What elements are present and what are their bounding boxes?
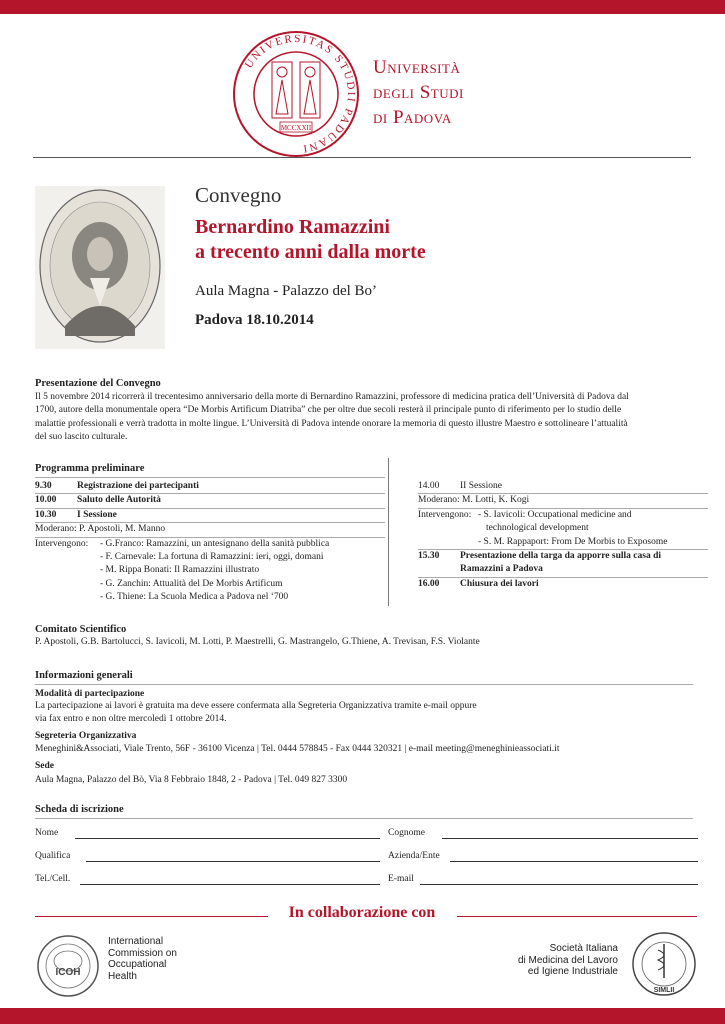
speaker: technological development xyxy=(486,523,589,534)
event-venue: Aula Magna - Palazzo del Bo’ xyxy=(195,283,378,299)
programme-item: 10.00 Saluto delle Autorità xyxy=(35,494,385,508)
programme-morning xyxy=(35,480,385,605)
top-color-bar xyxy=(0,0,725,14)
qualifica-input-line[interactable] xyxy=(86,861,380,862)
speaker: - G. Thiene: La Scuola Medica a Padova nel ‘700 xyxy=(100,592,289,603)
svg-text:SIMLII: SIMLII xyxy=(653,987,675,994)
header-divider xyxy=(33,157,691,158)
programme-item: 10.30 I Sessione xyxy=(35,509,385,523)
speaker: - S. M. Rappaport: From De Morbis to Exposome xyxy=(418,536,708,550)
venue-heading: Sede xyxy=(35,761,54,771)
icoh-logo-icon xyxy=(35,933,101,999)
programme-column-divider xyxy=(388,458,389,606)
committee-heading: Comitato Scientifico xyxy=(35,624,127,635)
secretariat-heading: Segreteria Organizzativa xyxy=(35,731,137,741)
programme-item: Ramazzini a Padova xyxy=(418,563,708,577)
nome-input-line[interactable] xyxy=(75,838,380,839)
info-heading: Informazioni generali xyxy=(35,670,133,681)
presentation-text: Il 5 novembre 2014 ricorrerà il trecentesimo anniversario della morte di Bernardino Ramazzini, professore di medicina pratica dell’Università di Padova dal 1700, autore della monumentale opera “De Morbis Artificum Diatriba” che per oltre due secoli resterà il principale punto di riferimento per lo studio delle malattie professionali e verrà tradotta in molte lingue. L’Università di Padova intende onorare la memoria di questo illustre Maestro e sottolineare l’attualità del suo lascito culturale. xyxy=(35,392,629,443)
simlii-logo-icon xyxy=(630,930,698,998)
programme-item: 14.00 II Sessione xyxy=(418,480,708,494)
field-label-tel: Tel./Cell. xyxy=(35,874,71,884)
programme-heading: Programma preliminare xyxy=(35,463,145,474)
speaker: - M. Rippa Bonati: Il Ramazzini illustrato xyxy=(100,565,260,576)
collaboration-heading: In collaborazione con xyxy=(288,904,436,921)
programme-item: 15.30 Presentazione della targa da apporre sulla casa di xyxy=(418,551,661,562)
registration-heading: Scheda di iscrizione xyxy=(35,804,124,815)
bottom-color-bar xyxy=(0,1008,725,1024)
svg-text:UNIVERSITAS STUDII PADUANI: UNIVERSITAS STUDII PADUANI xyxy=(242,32,358,155)
programme-divider xyxy=(35,477,385,478)
programme-afternoon xyxy=(418,480,708,591)
venue-address: Aula Magna, Palazzo del Bò, Via 8 Febbraio 1848, 2 - Padova | Tel. 049 827 3300 xyxy=(35,775,348,785)
speakers-row: Intervengono: - G.Franco: Ramazzini, un antesignano della sanità pubblica xyxy=(35,538,330,549)
moderators: Moderano: P. Apostoli, M. Manno xyxy=(35,523,385,537)
registration-divider xyxy=(35,818,693,819)
moderators: Moderano: M. Lotti, K. Kogi xyxy=(418,494,708,508)
programme-item: 16.00 Chiusura dei lavori xyxy=(418,578,539,589)
field-label-cognome: Cognome xyxy=(388,828,425,838)
ramazzini-portrait-image xyxy=(35,186,165,349)
university-name: Università degli Studi di Padova xyxy=(373,57,464,128)
event-label: Convegno xyxy=(195,183,282,207)
committee-members: P. Apostoli, G.B. Bartolucci, S. Iavicoli, M. Lotti, P. Maestrelli, G. Mastrangelo, G.Thiene, A. Trevisan, F.S. Violante xyxy=(35,637,480,647)
field-label-qualifica: Qualifica xyxy=(35,851,71,861)
field-label-email: E-mail xyxy=(388,874,414,884)
speaker: - G. Zanchin: Attualità del De Morbis Artificum xyxy=(100,578,283,589)
azienda-input-line[interactable] xyxy=(450,861,698,862)
secretariat-text: Meneghini&Associati, Viale Trento, 56F - 36100 Vicenza | Tel. 0444 578845 - Fax 0444 320321 | e-mail meeting@meneghinieassociati.it xyxy=(35,744,560,754)
speaker: - F. Carnevale: La fortuna di Ramazzini: ieri, oggi, domani xyxy=(100,552,324,563)
svg-text:ICOH: ICOH xyxy=(55,967,81,978)
simlii-name: Società Italiana di Medicina del Lavoro ed Igiene Industriale xyxy=(517,943,618,977)
tel-input-line[interactable] xyxy=(80,884,380,885)
cognome-input-line[interactable] xyxy=(442,838,698,839)
event-date: Padova 18.10.2014 xyxy=(195,312,314,328)
email-input-line[interactable] xyxy=(420,884,698,885)
svg-text:MCCXXII: MCCXXII xyxy=(280,124,312,132)
collab-divider-right xyxy=(457,916,697,917)
university-seal-icon xyxy=(232,30,360,158)
programme-item: 9.30 Registrazione dei partecipanti xyxy=(35,480,385,494)
field-label-azienda: Azienda/Ente xyxy=(388,851,440,861)
presentation-heading: Presentazione del Convegno xyxy=(35,378,161,389)
event-title: Bernardino Ramazzini a trecento anni dalla morte xyxy=(195,216,426,263)
collab-divider-left xyxy=(35,916,268,917)
participation-text: La partecipazione ai lavori è gratuita ma deve essere confermata alla Segreteria Organizzativa tramite e-mail oppure via fax entro e non oltre mercoledì 1 ottobre 2014. xyxy=(35,701,477,725)
field-label-nome: Nome xyxy=(35,828,59,838)
icoh-name: International Commission on Occupational Health xyxy=(108,936,177,982)
participation-heading: Modalità di partecipazione xyxy=(35,689,145,699)
speakers-row: Intervengono: - S. Iavicoli: Occupational medicine and xyxy=(418,509,632,520)
info-divider xyxy=(35,684,693,685)
